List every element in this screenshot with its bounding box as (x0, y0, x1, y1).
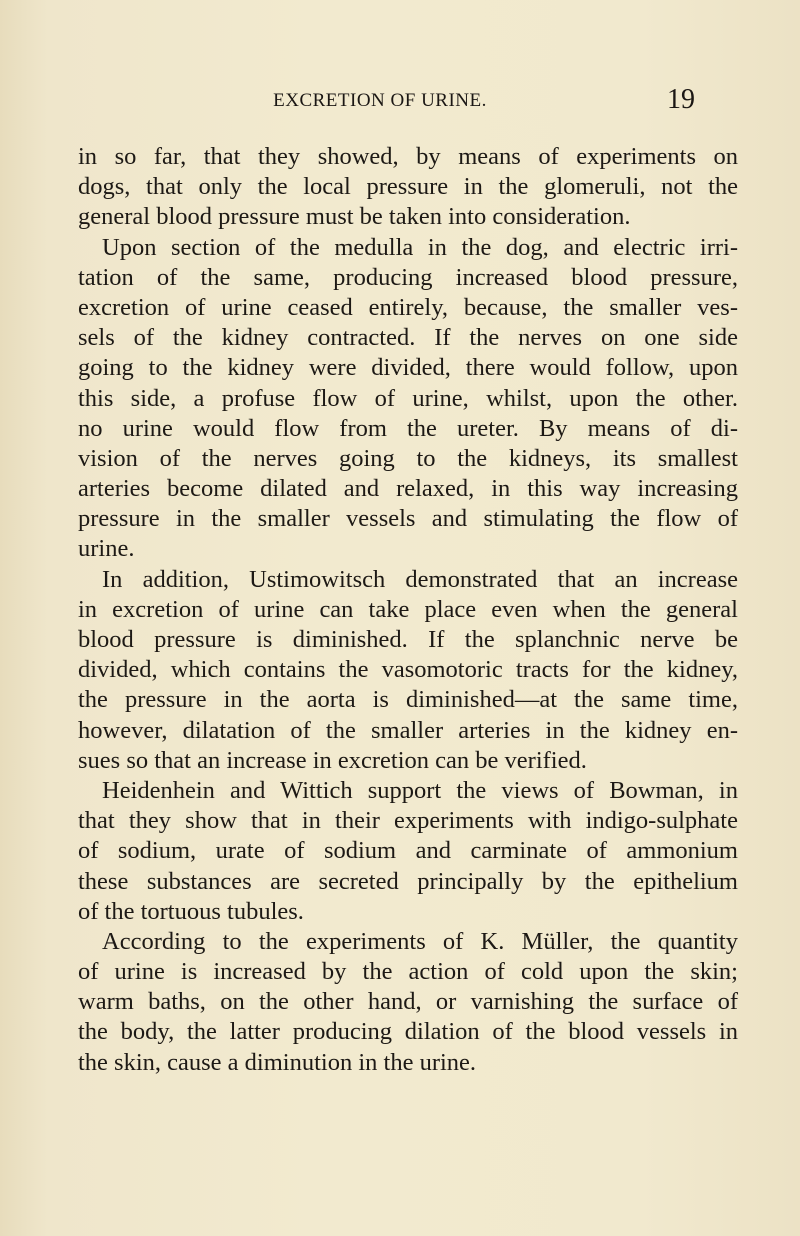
text-line: urine. (78, 535, 135, 563)
text-line: excretion of urine ceased entirely, because, the smaller ves- (78, 293, 738, 321)
text-line: however, dilatation of the smaller arteries in the kidney en- (78, 716, 738, 744)
text-line: the body, the latter producing dilation of the blood vessels in (78, 1018, 738, 1046)
text-line: no urine would flow from the ureter. By means of di- (78, 414, 738, 442)
text-line: blood pressure is diminished. If the splanchnic nerve be (78, 626, 738, 653)
text-line: in excretion of urine can take place even when the general (78, 595, 738, 623)
text-line: these substances are secreted principally by the epithelium (78, 867, 738, 895)
text-line: this side, a profuse flow of urine, whilst, upon the other. (78, 384, 738, 412)
text-line: In addition, Ustimowitsch demonstrated that an increase (102, 565, 738, 593)
text-line: of the tortuous tubules. (78, 897, 304, 925)
text-line: arteries become dilated and relaxed, in this way increasing (78, 475, 738, 503)
text-line: divided, which contains the vasomotoric tracts for the kidney, (78, 656, 738, 684)
text-line: pressure in the smaller vessels and stimulating the flow of (78, 505, 738, 533)
text-line: tation of the same, producing increased blood pressure, (78, 263, 738, 291)
text-line: sues so that an increase in excretion can be verified. (78, 746, 587, 774)
body-text (78, 142, 738, 1078)
text-line: of sodium, urate of sodium and carminate of ammonium (78, 837, 738, 865)
text-line: warm baths, on the other hand, or varnishing the surface of (78, 988, 738, 1016)
text-line: going to the kidney were divided, there would follow, upon (78, 354, 738, 382)
text-line: vision of the nerves going to the kidneys, its smallest (78, 444, 738, 472)
text-line: of urine is increased by the action of cold upon the skin; (78, 958, 738, 986)
text-line: that they show that in their experiments with indigo-sulphate (78, 807, 738, 835)
text-line: Heidenhein and Wittich support the views of Bowman, in (102, 776, 738, 804)
text-line: Upon section of the medulla in the dog, and electric irri- (102, 233, 738, 261)
text-line: in so far, that they showed, by means of experiments on (78, 143, 738, 170)
text-line: sels of the kidney contracted. If the nerves on one side (78, 324, 738, 352)
text-line: According to the experiments of K. Müller, the quantity (102, 927, 738, 955)
text-line: the skin, cause a diminution in the urine. (78, 1048, 477, 1076)
text-line: the pressure in the aorta is diminished—at the same time, (78, 686, 738, 714)
running-head: EXCRETION OF URINE. (273, 90, 487, 111)
page-header (0, 84, 800, 118)
page-number: 19 (667, 84, 695, 115)
text-line: dogs, that only the local pressure in the glomeruli, not the (78, 173, 738, 201)
text-line: general blood pressure must be taken into consideration. (78, 203, 631, 231)
